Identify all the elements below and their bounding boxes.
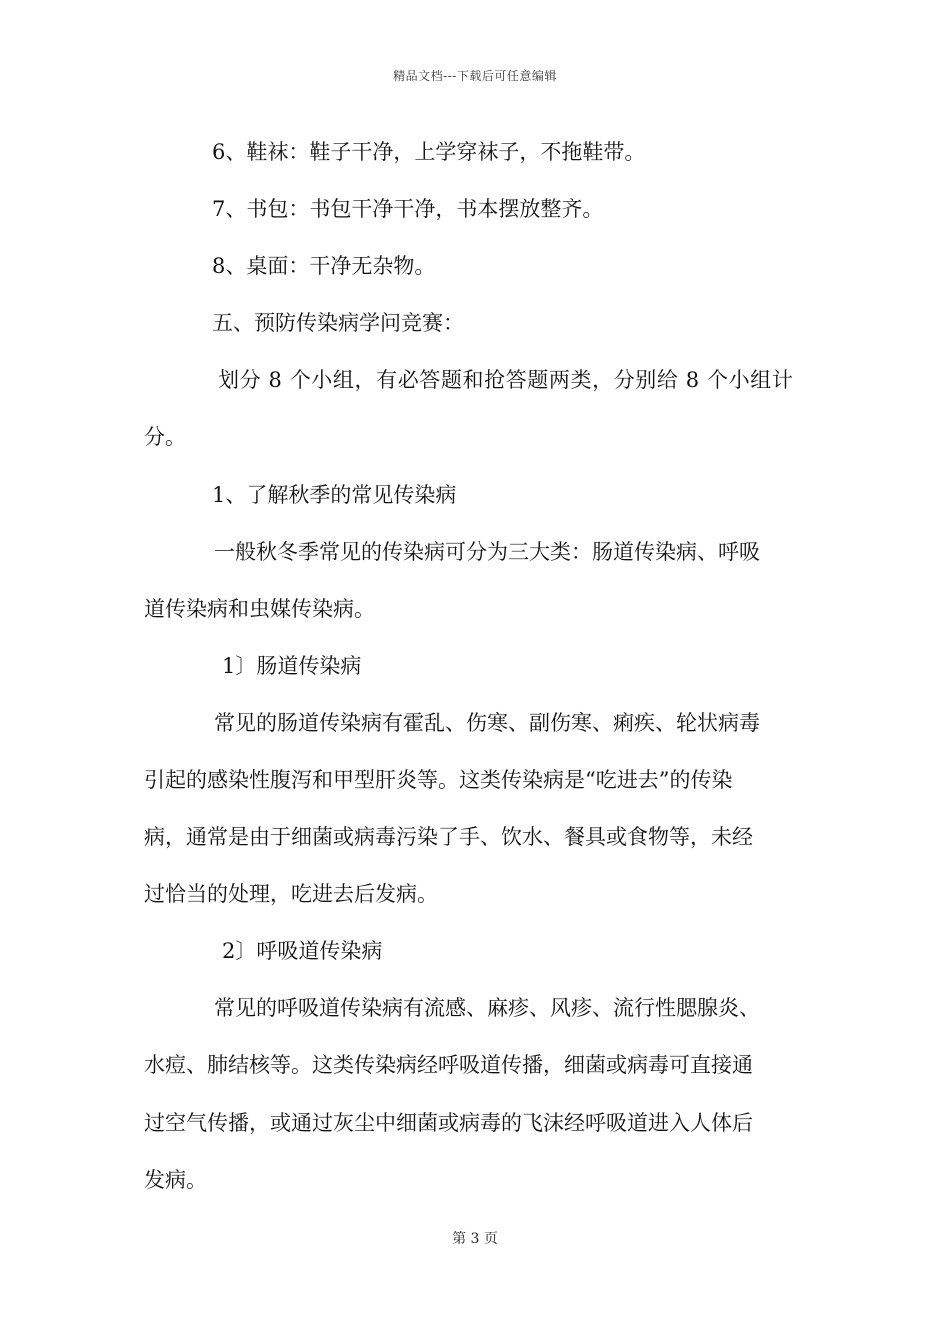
paragraph-line: 7、书包：书包干净干净，书本摆放整齐。 [212, 197, 604, 221]
paragraph-line: 发病。 [144, 1168, 207, 1192]
paragraph-line: 6、鞋袜：鞋子干净，上学穿袜子，不拖鞋带。 [212, 140, 646, 164]
paragraph-line: 分。 [144, 425, 186, 449]
paragraph-line: 常见的肠道传染病有霍乱、伤寒、副伤寒、痢疾、轮状病毒 [214, 711, 760, 735]
paragraph-line: 过恰当的处理，吃进去后发病。 [144, 882, 438, 906]
paragraph-line: 过空气传播，或通过灰尘中细菌或病毒的飞沫经呼吸道进入人体后 [144, 1111, 753, 1135]
subsection-heading: 2〕呼吸道传染病 [222, 939, 383, 963]
page-header: 精品文档---下载后可任意编辑 [393, 69, 557, 83]
subsection-heading: 1、了解秋季的常见传染病 [212, 483, 457, 507]
section-heading: 五、预防传染病学问竞赛： [212, 311, 464, 335]
paragraph-line: 常见的呼吸道传染病有流感、麻疹、风疹、流行性腮腺炎、 [214, 996, 760, 1020]
paragraph-line: 病，通常是由于细菌或病毒污染了手、饮水、餐具或食物等，未经 [144, 825, 753, 849]
paragraph-line: 水痘、肺结核等。这类传染病经呼吸道传播，细菌或病毒可直接通 [144, 1053, 753, 1077]
paragraph-line: 一般秋冬季常见的传染病可分为三大类：肠道传染病、呼吸 [214, 540, 760, 564]
paragraph-line: 道传染病和虫媒传染病。 [144, 597, 375, 621]
paragraph-line: 划分 8 个小组，有必答题和抢答题两类，分别给 8 个小组计 [218, 368, 794, 392]
paragraph-line: 引起的感染性腹泻和甲型肝炎等。这类传染病是“吃进去”的传染 [144, 768, 733, 792]
page-number: 第 3 页 [452, 1231, 498, 1247]
paragraph-line: 8、桌面：干净无杂物。 [212, 254, 436, 278]
subsection-heading: 1〕肠道传染病 [222, 654, 362, 678]
